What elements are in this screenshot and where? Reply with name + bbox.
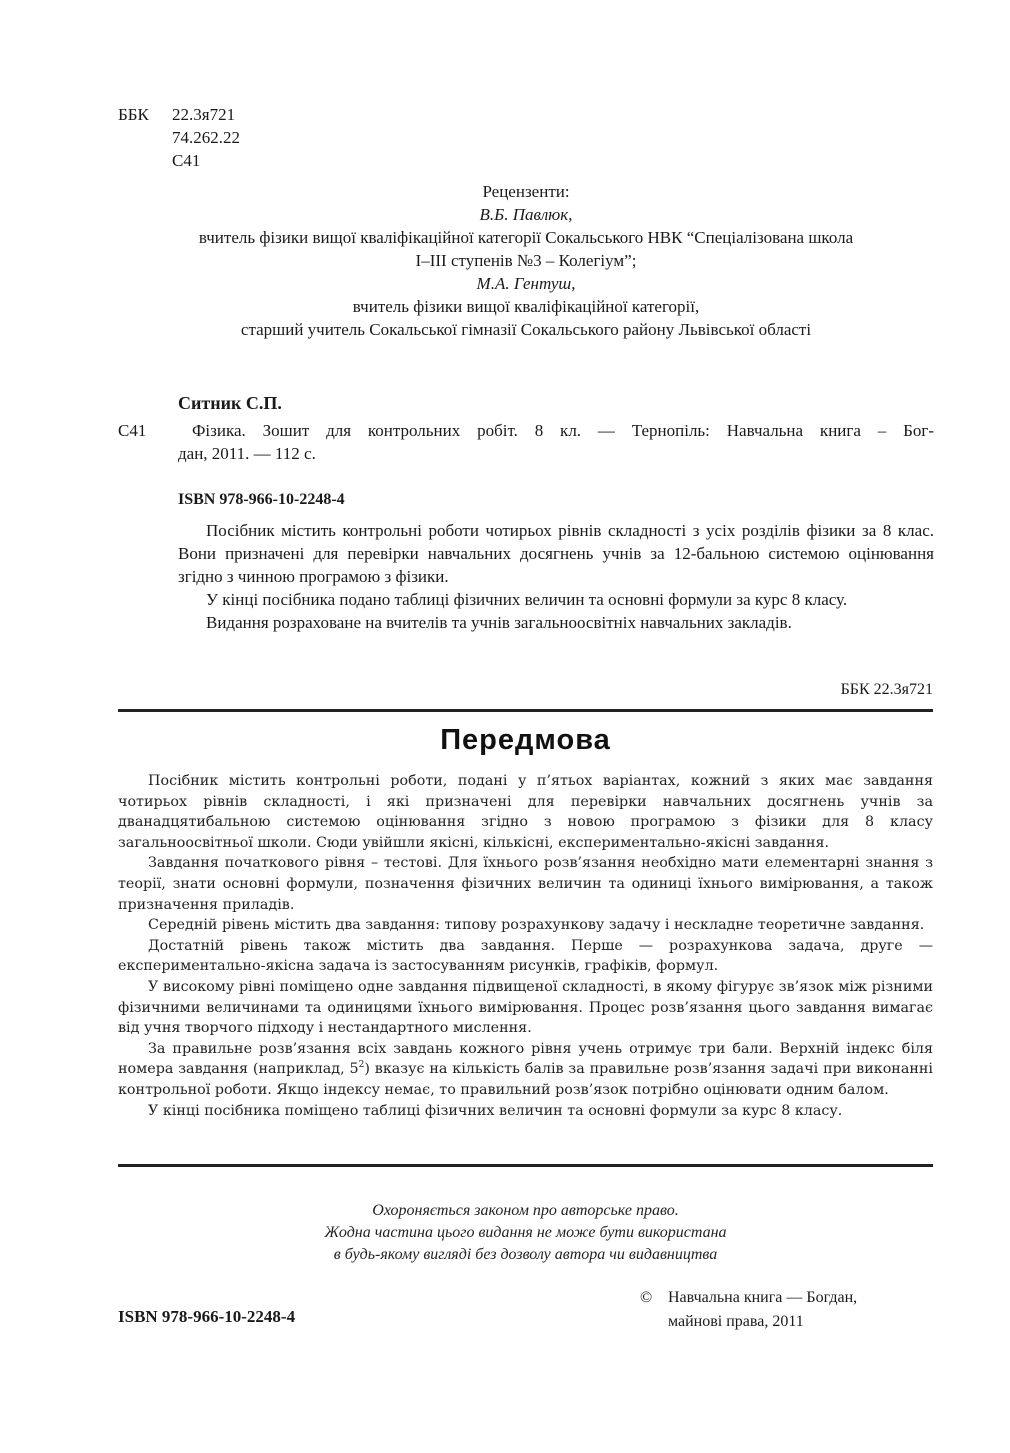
reviewer-name: В.Б. Павлюк, [479, 205, 573, 224]
catalog-code: С41 [118, 421, 147, 440]
bbk-codes [172, 103, 240, 172]
publisher-line: Навчальна книга — Богдан, [668, 1289, 858, 1306]
annotation-paragraph: У кінці посібника подано таблиці фізичних величин та основні формули за курс 8 класу. [206, 590, 848, 609]
preface-paragraph: Середній рівень містить два завдання: типову розрахункову задачу і нескладне теоретичне завдання. [148, 917, 925, 934]
copyright-line: в будь-якому вигляді без дозволу автора чи видавництва [333, 1246, 718, 1263]
catalog-line: Фізика. Зошит для контрольних робіт. 8 кл. — Тернопіль: Навчальна книга – Бог- [192, 421, 934, 440]
preface-title: Передмова [440, 724, 611, 756]
annotation-paragraph: Видання розраховане на вчителів та учнів загальноосвітніх навчальних закладів. [206, 613, 792, 632]
reviewer-position: вчитель фізики вищої кваліфікаційної категорії, [352, 297, 700, 316]
scoring-text: За правильне розв’язання всіх завдань кожного рівня учень отримує три бали. Верхній індекс біля номера завдання (наприклад, 5 [118, 1040, 933, 1078]
bbk-code: 22.3я721 [172, 105, 236, 124]
preface-paragraph: У кінці посібника поміщено таблиці фізичних величин та основні формули за курс 8 класу. [148, 1102, 843, 1119]
preface-paragraph: Посібник містить контрольні роботи, подані у п’ятьох варіантах, кожний з яких має завдання чотирьох рівнів складності, і які призначені для перевірки навчальних досягнень учнів за дванадцятибальною системою оцінювання згідно з новою програмою з фізики для 8 класу загальноосвітньої школи. Сюди увійшли якісні, кількісні, експериментально-якісні завдання. [118, 773, 933, 851]
isbn: ISBN 978-966-10-2248-4 [178, 491, 345, 508]
reviewer-position: І–ІІІ ступенів №3 – Колегіум”; [415, 251, 637, 270]
reviewers-block [100, 180, 952, 341]
superscript-example: 2 [358, 1060, 365, 1071]
reviewers-heading: Рецензенти: [482, 182, 570, 201]
reviewer-position: старший учитель Сокальської гімназії Сокальського району Львівської області [240, 320, 812, 339]
preface-body [118, 771, 933, 1121]
annotation [178, 519, 934, 634]
bbk-label: ББК [118, 105, 149, 124]
copyright-icon: © [640, 1289, 653, 1306]
author-name: Ситник С.П. [178, 393, 282, 413]
catalog-line: дан, 2011. — 112 с. [178, 444, 316, 463]
preface-paragraph: У високому рівні поміщено одне завдання підвищеної складності, в якому фігурує зв’язок між різними фізичними величинами та одиницями їхнього вимірювання. Процес розв’язання цього завдання вимагає від учня творчого підходу і нестандартного мислення. [118, 978, 933, 1037]
preface-paragraph: Достатній рівень також містить два завдання. Перше — розрахункова задача, друге — експериментально-якісна задача із застосуванням рисунків, графіків, формул. [118, 937, 933, 975]
bbk-code: 74.262.22 [172, 128, 240, 147]
isbn-bottom: ISBN 978-966-10-2248-4 [118, 1307, 296, 1326]
bbk-right: ББК 22.3я721 [840, 681, 933, 698]
copyright-line: Охороняється законом про авторське право. [372, 1202, 679, 1219]
reviewer-name: М.А. Гентуш, [476, 274, 576, 293]
reviewer-position: вчитель фізики вищої кваліфікаційної категорії Сокальського НВК “Спеціалізована школа [198, 228, 854, 247]
catalog-description [178, 419, 934, 465]
copyright-line: Жодна частина цього видання не може бути використана [324, 1224, 727, 1241]
bbk-code: С41 [172, 151, 201, 170]
copyright-notice [118, 1200, 933, 1266]
preface-paragraph: Завдання початкового рівня – тестові. Для їхнього розв’язання необхідно мати елементарні знання з теорії, знати основні формули, позначення фізичних величин та одиниці їхнього вимірювання, а також призначення приладів. [118, 855, 933, 913]
preface-scoring-paragraph [118, 1039, 933, 1101]
publisher-line: майнові права, 2011 [668, 1313, 804, 1330]
divider [118, 1164, 933, 1167]
scoring-text: ) вказує на кількість балів за правильне розв’язання задачі при виконанні контрольної роботи. Якщо індексу немає, то правильний розв’язок потрібно оцінювати одним балом. [118, 1061, 933, 1098]
annotation-paragraph: Посібник містить контрольні роботи чотирьох рівнів складності з усіх розділів фізики за 8 клас. Вони призначені для перевірки навчальних досягнень учнів за 12-бальною системою оцінювання згідно з чинною програмою з фізики. [178, 521, 934, 586]
divider [118, 709, 933, 712]
